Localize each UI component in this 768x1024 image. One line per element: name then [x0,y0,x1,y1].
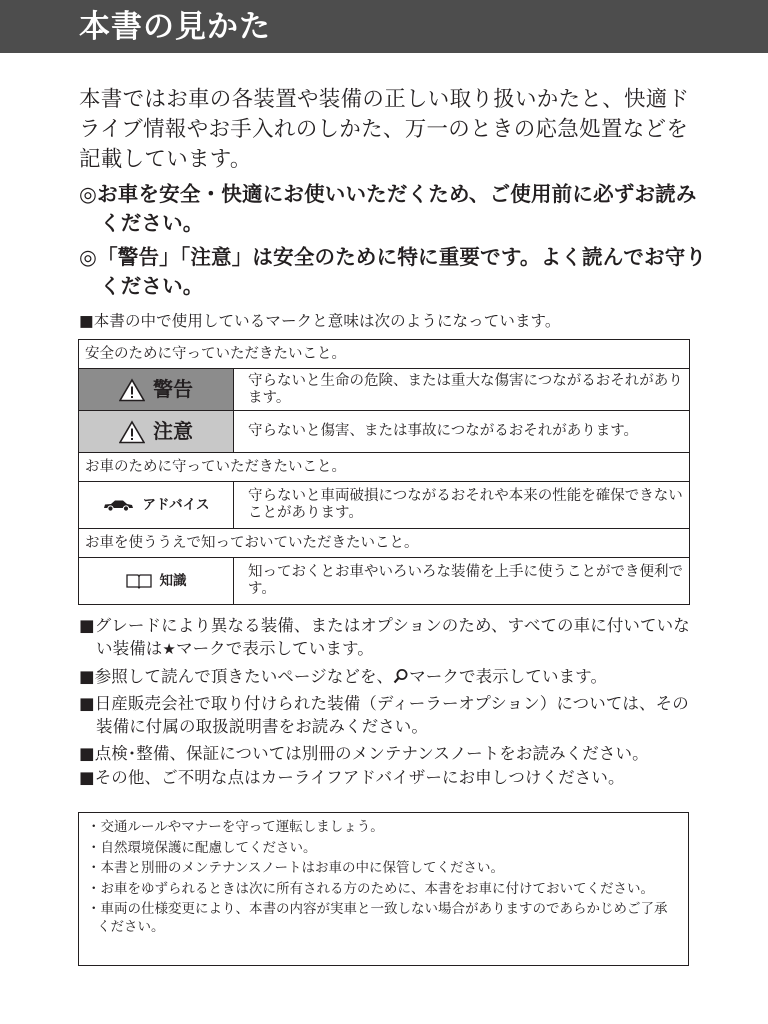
bullet-grade-equipment [79,614,699,661]
note-item: ・車両の仕様変更により、本書の内容が実車と一致しない場合がありますのであらかじめご了承ください。 [87,901,668,935]
caution-label: 注意 [153,419,193,443]
caution-description: 守らないと傷害、または事故につながるおそれがあります。 [234,411,690,453]
note-item: ・交通ルールやマナーを守って運転しましょう。 [87,819,384,835]
warning-triangle-icon [119,378,145,402]
bullet-dealer-option: ■日産販売会社で取り付けられた装備（ディーラーオプション）については、その装備に付属の取扱説明書をお読みください。 [79,694,689,736]
advice-row [79,482,690,529]
book-icon [126,573,152,589]
bullet-reference-text-end: マークで表示しています。 [409,667,608,686]
warning-description: 守らないと生命の危険、または重大な傷害につながるおそれがあります。 [234,369,690,411]
marks-heading: ■本書の中で使用しているマークと意味は次のようになっています。 [79,312,561,330]
car-icon [102,498,134,512]
knowledge-description: 知っておくとお車やいろいろな装備を上手に使うことができ便利です。 [234,558,690,605]
knowledge-label: 知識 [159,572,187,589]
notes-box [78,812,689,966]
bullet-other: ■その他、ご不明な点はカーライフアドバイザーにお申しつけください。 [79,768,625,787]
safety-group-row: 安全のために守っていただきたいこと。 [79,340,690,369]
important-notices [79,180,709,306]
magnifier-icon [393,668,409,684]
notice-warning-caution: ◎「警告」「注意」は安全のために特に重要です。よく読んでお守りください。 [79,245,707,298]
bullet-grade-text: ■グレードにより異なる装備、またはオプションのため、すべての車に付いていない装備は [79,616,690,658]
advice-label: アドバイス [142,496,210,513]
car-group-row: お車のために守っていただきたいこと。 [79,453,690,482]
note-item: ・本書と別冊のメンテナンスノートはお車の中に保管してください。 [87,860,505,876]
bullet-reference-text: ■参照して読んで頂きたいページなどを、 [79,667,394,686]
advice-description: 守らないと車両破損につながるおそれや本来の性能を確保できないことがあります。 [234,482,690,529]
warning-label: 警告 [153,377,193,401]
bullet-grade-text-end: マークで表示しています。 [175,639,374,658]
usage-group-row: お車を使ううえで知っておいていただきたいこと。 [79,529,690,558]
marks-table [78,339,690,605]
notice-read-before-use: ◎お車を安全・快適にお使いいただくため、ご使用前に必ずお読みください。 [79,182,697,235]
page-title: 本書の見かた [79,9,271,45]
warning-label-cell [79,369,234,411]
knowledge-label-cell [79,558,234,605]
star-icon: ★ [162,640,176,658]
bullet-list [79,614,699,793]
bullet-reference-mark [79,665,699,688]
header-bar [0,0,768,53]
warning-row [79,369,690,411]
knowledge-row [79,558,690,605]
advice-label-cell [79,482,234,529]
note-item: ・お車をゆずられるときは次に所有される方のために、本書をお車に付けておいてください。 [87,880,654,897]
caution-label-cell [79,411,234,453]
intro-paragraph: 本書ではお車の各装置や装備の正しい取り扱いかたと、快適ドライブ情報やお手入れのしかた、万一のときの応急処置などを記載しています。 [79,87,690,172]
bullet-maintenance: ■点検･整備、保証については別冊のメンテナンスノートをお読みください。 [79,744,649,763]
note-item: ・自然環境保護に配慮してください。 [87,839,317,856]
caution-row [79,411,690,453]
caution-triangle-icon [119,420,145,444]
